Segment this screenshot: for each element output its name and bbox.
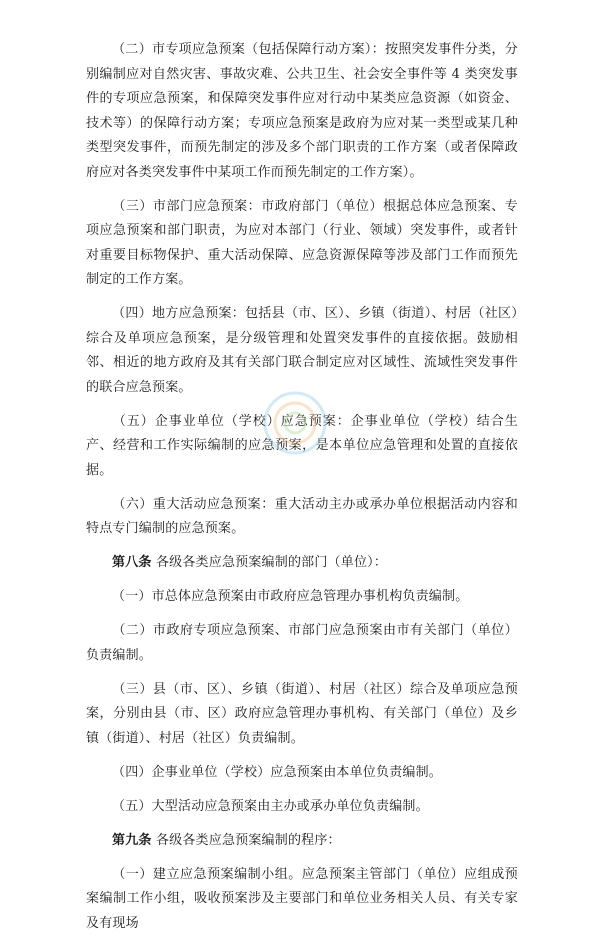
article-8-heading bbox=[86, 551, 518, 576]
paragraph-8-3 bbox=[86, 678, 518, 752]
article-number: 第八条 bbox=[112, 555, 152, 570]
paragraph-text: （二）市专项应急预案（包括保障行动方案）：按照突发事件分类，分别编制应对自然灾害、事故灾难、公共卫生、社会安全事件等 4 类突发事件的专项应急预案，和保障突发事件应对行动中某类应急资源（如资金、技术等）的保障行动方案；专项应急预案是政府为应对某一类型或某几种类型突发事件，而预先制定的涉及多个部门职责的工作方案（或者保障政府应对各类突发事件中某项工作而预先制定的工作方案）。 bbox=[86, 42, 518, 180]
paragraph-text: （一）市总体应急预案由市政府应急管理办事机构负责编制。 bbox=[112, 589, 469, 604]
paragraph-8-4 bbox=[86, 761, 518, 786]
paragraph-8-1 bbox=[86, 585, 518, 610]
paragraph-text: （三）市部门应急预案：市政府部门（单位）根据总体应急预案、专项应急预案和部门职责，为应对本部门（行业、领域）突发事件，或者针对重要目标物保护、重大活动保障、应急资源保障等涉及部门工作而预先制定的工作方案。 bbox=[86, 198, 518, 287]
paragraph-9-1 bbox=[86, 863, 518, 937]
article-title: 各级各类应急预案编制的程序： bbox=[151, 832, 341, 848]
paragraph-text: （四）企事业单位（学校）应急预案由本单位负责编制。 bbox=[112, 764, 443, 780]
paragraph-text: （六）重大活动应急预案：重大活动主办或承办单位根据活动内容和特点专门编制的应急预案。 bbox=[86, 496, 518, 536]
paragraph-text: （一）建立应急预案编制小组。应急预案主管部门（单位）应组成预案编制工作小组，吸收预案涉及主要部门和单位业务相关人员、有关专家及有现场 bbox=[86, 866, 518, 931]
article-title: 各级各类应急预案编制的部门（单位）： bbox=[151, 555, 388, 570]
document-body bbox=[86, 38, 518, 946]
paragraph-text: （五）大型活动应急预案由主办或承办单位负责编制。 bbox=[112, 798, 429, 814]
paragraph-2 bbox=[86, 38, 518, 185]
paragraph-text: （二）市政府专项应急预案、市部门应急预案由市有关部门（单位）负责编制。 bbox=[86, 623, 518, 663]
watermark-logo bbox=[250, 378, 340, 468]
paragraph-3 bbox=[86, 195, 518, 293]
paragraph-text: （四）地方应急预案：包括县（市、区）、乡镇（街道）、村居（社区）综合及单项应急预案，是分级管理和处置突发事件的直接依据。鼓励相邻、相近的地方政府及其有关部门联合制定应对区域性、流域性突发事件的联合应急预案。 bbox=[86, 306, 518, 395]
paragraph-text: （五）企事业单位（学校）应急预案：企事业单位（学校）结合生产、经营和工作实际编制的应急预案，是本单位应急管理和处置的直接依据。 bbox=[86, 413, 518, 478]
paragraph-text: （三）县（市、区）、乡镇（街道）、村居（社区）综合及单项应急预案，分别由县（市、区）政府应急管理办事机构、有关部门（单位）及乡镇（街道）、村居（社区）负责编制。 bbox=[86, 681, 518, 746]
paragraph-6 bbox=[86, 493, 518, 542]
article-number: 第九条 bbox=[112, 832, 152, 848]
paragraph-8-5 bbox=[86, 795, 518, 820]
paragraph-8-2 bbox=[86, 619, 518, 668]
